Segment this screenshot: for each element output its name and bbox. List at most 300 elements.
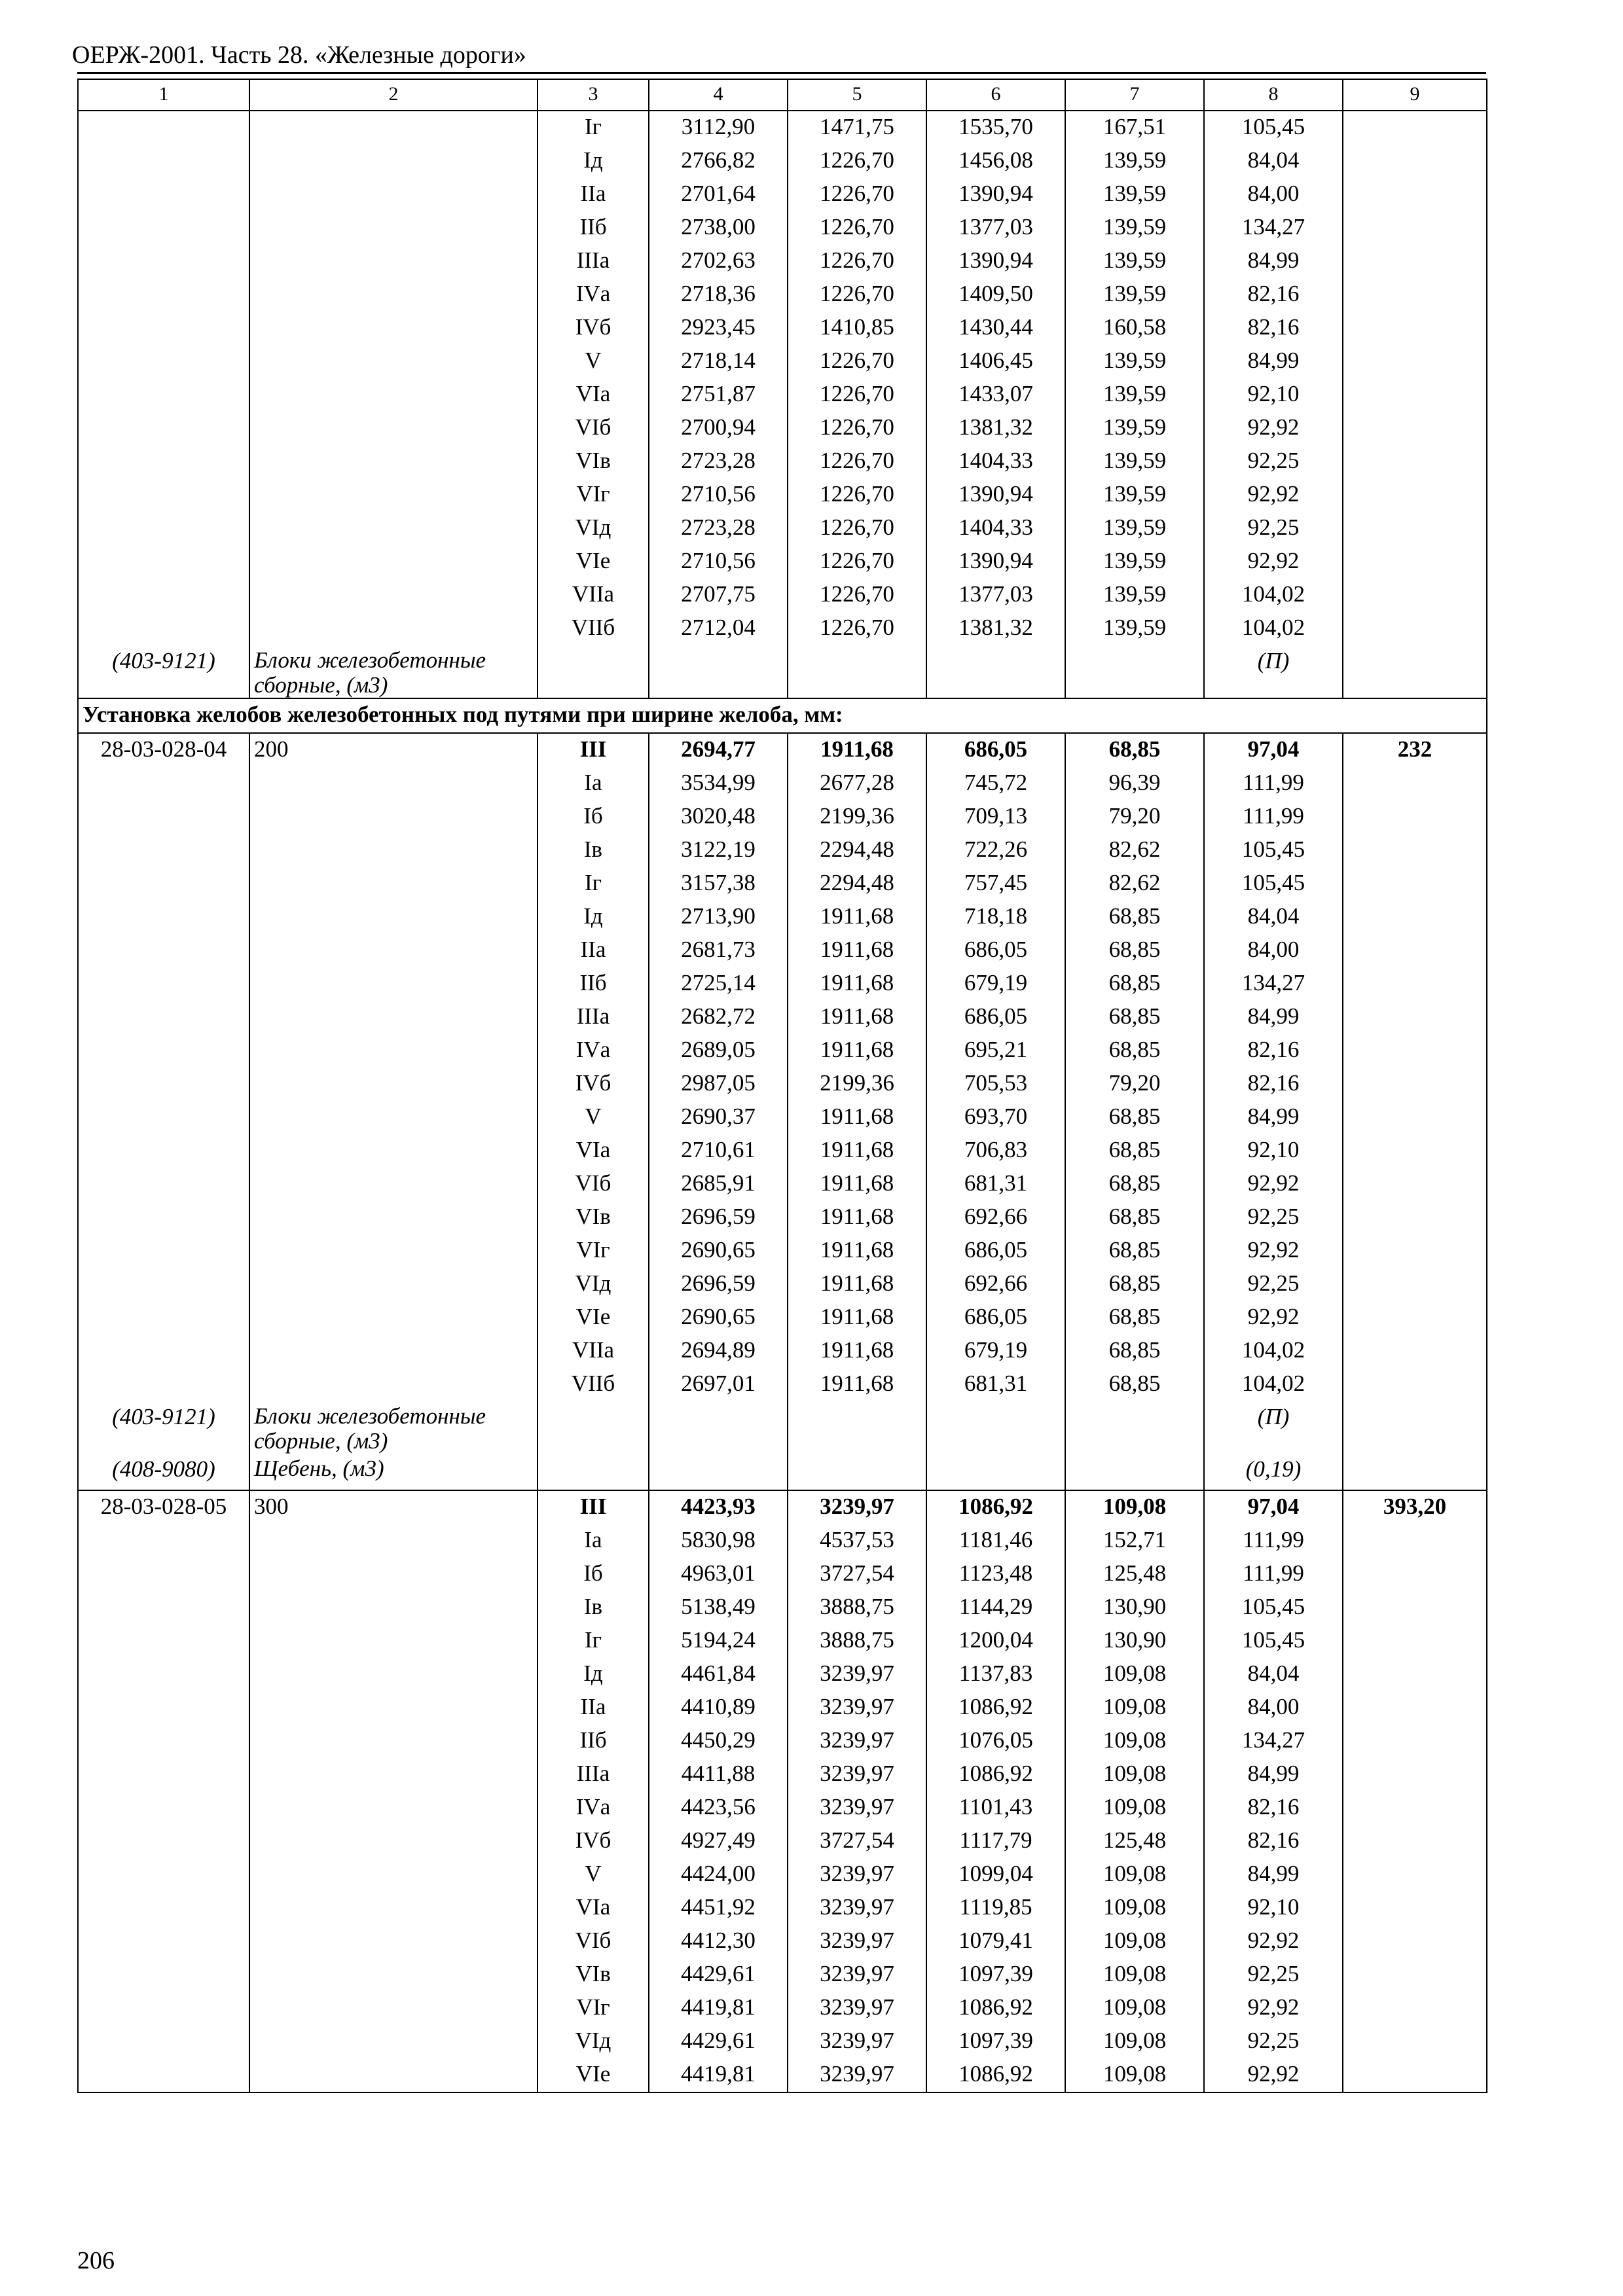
section-heading: Установка желобов железобетонных под путями при ширине желоба, мм: — [78, 698, 1487, 733]
value-cell: 92,25 — [1204, 2025, 1343, 2058]
value-cell: 1226,70 — [788, 579, 926, 612]
value-cell: 68,85 — [1065, 1101, 1204, 1134]
index-cell — [1343, 579, 1487, 612]
table-row — [78, 345, 1487, 378]
index-cell — [1343, 1725, 1487, 1758]
value-cell: 97,04 — [1204, 733, 1343, 767]
column-header: 5 — [788, 79, 926, 111]
value-cell: 2697,01 — [649, 1368, 788, 1401]
resource-row — [78, 1401, 1487, 1454]
value-cell: 82,16 — [1204, 312, 1343, 345]
rate-code-cell — [78, 378, 249, 412]
zone-cell: V — [538, 1101, 649, 1134]
table-row — [78, 1101, 1487, 1134]
value-cell: 1144,29 — [926, 1591, 1065, 1624]
index-cell — [1343, 1268, 1487, 1301]
value-cell: 84,00 — [1204, 934, 1343, 967]
value-cell: 68,85 — [1065, 1034, 1204, 1067]
value-cell: 68,85 — [1065, 1234, 1204, 1268]
value-cell: 109,08 — [1065, 1892, 1204, 1925]
value-cell: 693,70 — [926, 1101, 1065, 1134]
value-cell: 3239,97 — [788, 1490, 926, 1524]
value-cell: 2696,59 — [649, 1268, 788, 1301]
empty-cell — [1065, 645, 1204, 698]
value-cell: 82,16 — [1204, 1791, 1343, 1825]
rate-code-cell — [78, 1825, 249, 1858]
value-cell: 139,59 — [1065, 412, 1204, 445]
index-cell — [1343, 1758, 1487, 1791]
value-cell: 104,02 — [1204, 1368, 1343, 1401]
value-cell: 1911,68 — [788, 934, 926, 967]
page-number: 206 — [77, 2247, 115, 2274]
value-cell: 1471,75 — [788, 111, 926, 145]
table-row — [78, 1858, 1487, 1892]
value-cell: 139,59 — [1065, 378, 1204, 412]
value-cell: 3534,99 — [649, 767, 788, 800]
parameter-cell — [249, 767, 538, 800]
value-cell: 1117,79 — [926, 1825, 1065, 1858]
value-cell: 68,85 — [1065, 733, 1204, 767]
value-cell: 79,20 — [1065, 800, 1204, 834]
rate-code-cell — [78, 612, 249, 645]
empty-cell — [1343, 1454, 1487, 1490]
value-cell: 2766,82 — [649, 145, 788, 178]
table-row — [78, 1791, 1487, 1825]
value-cell: 3122,19 — [649, 834, 788, 867]
value-cell: 92,25 — [1204, 1268, 1343, 1301]
value-cell: 4537,53 — [788, 1524, 926, 1558]
resource-qty-cell: (0,19) — [1204, 1454, 1343, 1490]
value-cell: 681,31 — [926, 1168, 1065, 1201]
parameter-cell — [249, 1825, 538, 1858]
table-row — [78, 1234, 1487, 1268]
rate-code-cell — [78, 2058, 249, 2092]
value-cell: 1377,03 — [926, 579, 1065, 612]
value-cell: 2718,14 — [649, 345, 788, 378]
table-row — [78, 1825, 1487, 1858]
zone-cell: Iг — [538, 1624, 649, 1658]
parameter-cell — [249, 512, 538, 545]
value-cell: 84,99 — [1204, 1001, 1343, 1034]
zone-cell: Iд — [538, 901, 649, 934]
rate-code-cell — [78, 145, 249, 178]
index-cell — [1343, 934, 1487, 967]
section-heading-row — [78, 698, 1487, 733]
value-cell: 109,08 — [1065, 1992, 1204, 2025]
value-cell: 2710,56 — [649, 545, 788, 579]
rate-code-cell — [78, 1658, 249, 1691]
index-cell: 393,20 — [1343, 1490, 1487, 1524]
value-cell: 109,08 — [1065, 1925, 1204, 1958]
value-cell: 3239,97 — [788, 1858, 926, 1892]
value-cell: 1911,68 — [788, 1335, 926, 1368]
rate-code-cell — [78, 2025, 249, 2058]
value-cell: 92,10 — [1204, 1134, 1343, 1168]
rate-code-cell — [78, 478, 249, 512]
value-cell: 2690,65 — [649, 1301, 788, 1335]
value-cell: 139,59 — [1065, 178, 1204, 211]
value-cell: 1390,94 — [926, 178, 1065, 211]
parameter-cell — [249, 2025, 538, 2058]
empty-cell — [1343, 645, 1487, 698]
value-cell: 92,25 — [1204, 512, 1343, 545]
value-cell: 1226,70 — [788, 478, 926, 512]
index-cell — [1343, 1858, 1487, 1892]
index-cell — [1343, 834, 1487, 867]
zone-cell: IIа — [538, 934, 649, 967]
value-cell: 1226,70 — [788, 145, 926, 178]
resource-code-cell: (403-9121) — [78, 645, 249, 698]
value-cell: 82,16 — [1204, 1067, 1343, 1101]
table-row — [78, 800, 1487, 834]
value-cell: 139,59 — [1065, 245, 1204, 278]
index-cell — [1343, 1892, 1487, 1925]
value-cell: 139,59 — [1065, 512, 1204, 545]
parameter-cell — [249, 1925, 538, 1958]
rate-code-cell — [78, 1001, 249, 1034]
zone-cell: Iб — [538, 800, 649, 834]
table-row — [78, 867, 1487, 901]
table-row — [78, 1268, 1487, 1301]
value-cell: 1430,44 — [926, 312, 1065, 345]
value-cell: 111,99 — [1204, 767, 1343, 800]
parameter-cell — [249, 1234, 538, 1268]
parameter-cell — [249, 834, 538, 867]
rate-code-cell — [78, 579, 249, 612]
value-cell: 92,25 — [1204, 1958, 1343, 1992]
rate-code-cell — [78, 1168, 249, 1201]
value-cell: 134,27 — [1204, 1725, 1343, 1758]
value-cell: 1097,39 — [926, 2025, 1065, 2058]
index-cell — [1343, 1658, 1487, 1691]
index-cell: 232 — [1343, 733, 1487, 767]
index-cell — [1343, 1825, 1487, 1858]
value-cell: 152,71 — [1065, 1524, 1204, 1558]
value-cell: 1226,70 — [788, 412, 926, 445]
index-cell — [1343, 1168, 1487, 1201]
value-cell: 2294,48 — [788, 834, 926, 867]
value-cell: 92,92 — [1204, 1925, 1343, 1958]
value-cell: 4412,30 — [649, 1925, 788, 1958]
empty-cell — [538, 645, 649, 698]
value-cell: 1226,70 — [788, 178, 926, 211]
value-cell: 82,16 — [1204, 1825, 1343, 1858]
value-cell: 84,99 — [1204, 1758, 1343, 1791]
value-cell: 686,05 — [926, 1001, 1065, 1034]
resource-code-cell: (408-9080) — [78, 1454, 249, 1490]
value-cell: 1390,94 — [926, 545, 1065, 579]
parameter-cell — [249, 1301, 538, 1335]
table-row — [78, 767, 1487, 800]
table-row — [78, 2025, 1487, 2058]
value-cell: 2710,61 — [649, 1134, 788, 1168]
value-cell: 1097,39 — [926, 1958, 1065, 1992]
table-row — [78, 245, 1487, 278]
table-row — [78, 934, 1487, 967]
value-cell: 1381,32 — [926, 612, 1065, 645]
index-cell — [1343, 512, 1487, 545]
value-cell: 2987,05 — [649, 1067, 788, 1101]
parameter-cell — [249, 1201, 538, 1234]
value-cell: 1911,68 — [788, 1201, 926, 1234]
rate-code-cell — [78, 1691, 249, 1725]
parameter-cell — [249, 312, 538, 345]
zone-cell: IVа — [538, 1791, 649, 1825]
zone-cell: VIа — [538, 378, 649, 412]
table-row — [78, 1490, 1487, 1524]
value-cell: 1911,68 — [788, 967, 926, 1001]
rate-code-cell — [78, 934, 249, 967]
value-cell: 160,58 — [1065, 312, 1204, 345]
value-cell: 2696,59 — [649, 1201, 788, 1234]
value-cell: 84,04 — [1204, 145, 1343, 178]
value-cell: 139,59 — [1065, 145, 1204, 178]
value-cell: 105,45 — [1204, 867, 1343, 901]
parameter-cell — [249, 345, 538, 378]
rate-code-cell — [78, 278, 249, 312]
zone-cell: VIг — [538, 1992, 649, 2025]
value-cell: 2713,90 — [649, 901, 788, 934]
table-row — [78, 478, 1487, 512]
zone-cell: IIб — [538, 211, 649, 245]
parameter-cell — [249, 967, 538, 1001]
value-cell: 134,27 — [1204, 967, 1343, 1001]
index-cell — [1343, 1558, 1487, 1591]
rate-code-cell — [78, 345, 249, 378]
value-cell: 130,90 — [1065, 1624, 1204, 1658]
rate-code-cell — [78, 1624, 249, 1658]
value-cell: 92,10 — [1204, 1892, 1343, 1925]
index-cell — [1343, 1992, 1487, 2025]
table-row — [78, 545, 1487, 579]
zone-cell: VIв — [538, 1958, 649, 1992]
value-cell: 692,66 — [926, 1268, 1065, 1301]
empty-cell — [926, 645, 1065, 698]
table-row — [78, 1624, 1487, 1658]
rate-code-cell — [78, 412, 249, 445]
value-cell: 679,19 — [926, 1335, 1065, 1368]
value-cell: 92,92 — [1204, 1234, 1343, 1268]
table-row — [78, 1591, 1487, 1624]
value-cell: 1181,46 — [926, 1524, 1065, 1558]
empty-cell — [538, 1454, 649, 1490]
empty-cell — [649, 1454, 788, 1490]
resource-name-cell: Блоки железобетонные сборные, (м3) — [249, 645, 538, 698]
value-cell: 104,02 — [1204, 579, 1343, 612]
index-cell — [1343, 1335, 1487, 1368]
value-cell: 139,59 — [1065, 612, 1204, 645]
rate-code-cell — [78, 1134, 249, 1168]
value-cell: 3727,54 — [788, 1825, 926, 1858]
parameter-cell: 300 — [249, 1490, 538, 1524]
value-cell: 109,08 — [1065, 1958, 1204, 1992]
zone-cell: VIв — [538, 445, 649, 478]
zone-cell: V — [538, 345, 649, 378]
parameter-cell — [249, 579, 538, 612]
table-row — [78, 1725, 1487, 1758]
zone-cell: V — [538, 1858, 649, 1892]
value-cell: 4429,61 — [649, 1958, 788, 1992]
value-cell: 2725,14 — [649, 967, 788, 1001]
parameter-cell — [249, 800, 538, 834]
rate-code-cell — [78, 1892, 249, 1925]
table-row — [78, 145, 1487, 178]
table-row — [78, 579, 1487, 612]
zone-cell: VIб — [538, 412, 649, 445]
parameter-cell — [249, 1134, 538, 1168]
value-cell: 1086,92 — [926, 1691, 1065, 1725]
index-cell — [1343, 1034, 1487, 1067]
parameter-cell — [249, 412, 538, 445]
value-cell: 92,92 — [1204, 412, 1343, 445]
value-cell: 1079,41 — [926, 1925, 1065, 1958]
rate-code-cell — [78, 1591, 249, 1624]
value-cell: 1226,70 — [788, 545, 926, 579]
parameter-cell — [249, 545, 538, 579]
table-row — [78, 512, 1487, 545]
value-cell: 84,00 — [1204, 178, 1343, 211]
value-cell: 4927,49 — [649, 1825, 788, 1858]
value-cell: 1226,70 — [788, 378, 926, 412]
rate-code-cell: 28-03-028-04 — [78, 733, 249, 767]
index-cell — [1343, 1301, 1487, 1335]
parameter-cell — [249, 1725, 538, 1758]
value-cell: 97,04 — [1204, 1490, 1343, 1524]
empty-cell — [788, 645, 926, 698]
value-cell: 3239,97 — [788, 1992, 926, 2025]
index-cell — [1343, 1201, 1487, 1234]
parameter-cell — [249, 1101, 538, 1134]
resource-row — [78, 645, 1487, 698]
resource-qty-cell: (П) — [1204, 1401, 1343, 1454]
table-row — [78, 1558, 1487, 1591]
empty-cell — [788, 1401, 926, 1454]
empty-cell — [649, 645, 788, 698]
value-cell: 1123,48 — [926, 1558, 1065, 1591]
parameter-cell — [249, 1067, 538, 1101]
value-cell: 695,21 — [926, 1034, 1065, 1067]
zone-cell: IVа — [538, 278, 649, 312]
value-cell: 3239,97 — [788, 1691, 926, 1725]
rate-code-cell — [78, 1958, 249, 1992]
value-cell: 2677,28 — [788, 767, 926, 800]
value-cell: 1911,68 — [788, 1101, 926, 1134]
table-row — [78, 1168, 1487, 1201]
value-cell: 2690,65 — [649, 1234, 788, 1268]
value-cell: 1086,92 — [926, 1992, 1065, 2025]
value-cell: 3239,97 — [788, 1791, 926, 1825]
value-cell: 2694,77 — [649, 733, 788, 767]
rate-code-cell — [78, 1368, 249, 1401]
parameter-cell — [249, 901, 538, 934]
value-cell: 4411,88 — [649, 1758, 788, 1791]
value-cell: 1086,92 — [926, 1490, 1065, 1524]
value-cell: 3020,48 — [649, 800, 788, 834]
value-cell: 705,53 — [926, 1067, 1065, 1101]
value-cell: 82,62 — [1065, 867, 1204, 901]
value-cell: 139,59 — [1065, 478, 1204, 512]
value-cell: 111,99 — [1204, 800, 1343, 834]
zone-cell: VIIа — [538, 1335, 649, 1368]
zone-cell: III — [538, 1490, 649, 1524]
header-rule — [77, 72, 1486, 74]
value-cell: 111,99 — [1204, 1524, 1343, 1558]
table-row — [78, 733, 1487, 767]
zone-cell: VIб — [538, 1925, 649, 1958]
price-table — [77, 79, 1487, 2093]
rate-code-cell — [78, 1791, 249, 1825]
table-row — [78, 1134, 1487, 1168]
empty-cell — [1065, 1454, 1204, 1490]
parameter-cell — [249, 278, 538, 312]
zone-cell: Iд — [538, 1658, 649, 1691]
value-cell: 2701,64 — [649, 178, 788, 211]
value-cell: 139,59 — [1065, 445, 1204, 478]
value-cell: 1410,85 — [788, 312, 926, 345]
value-cell: 1911,68 — [788, 1301, 926, 1335]
value-cell: 1137,83 — [926, 1658, 1065, 1691]
index-cell — [1343, 378, 1487, 412]
value-cell: 4963,01 — [649, 1558, 788, 1591]
value-cell: 745,72 — [926, 767, 1065, 800]
value-cell: 68,85 — [1065, 1268, 1204, 1301]
parameter-cell — [249, 612, 538, 645]
value-cell: 718,18 — [926, 901, 1065, 934]
table-row — [78, 1958, 1487, 1992]
value-cell: 109,08 — [1065, 1858, 1204, 1892]
table-row — [78, 312, 1487, 345]
value-cell: 1404,33 — [926, 445, 1065, 478]
empty-cell — [538, 1401, 649, 1454]
value-cell: 4423,56 — [649, 1791, 788, 1825]
index-cell — [1343, 967, 1487, 1001]
value-cell: 92,92 — [1204, 478, 1343, 512]
value-cell: 2723,28 — [649, 445, 788, 478]
index-cell — [1343, 1591, 1487, 1624]
zone-cell: VIб — [538, 1168, 649, 1201]
value-cell: 3239,97 — [788, 1892, 926, 1925]
parameter-cell — [249, 2058, 538, 2092]
value-cell: 3239,97 — [788, 2025, 926, 2058]
value-cell: 1226,70 — [788, 278, 926, 312]
value-cell: 2751,87 — [649, 378, 788, 412]
index-cell — [1343, 1101, 1487, 1134]
table-row — [78, 211, 1487, 245]
rate-code-cell — [78, 1234, 249, 1268]
value-cell: 2923,45 — [649, 312, 788, 345]
zone-cell: VIа — [538, 1134, 649, 1168]
index-cell — [1343, 478, 1487, 512]
value-cell: 139,59 — [1065, 211, 1204, 245]
resource-row — [78, 1454, 1487, 1490]
parameter-cell — [249, 1691, 538, 1725]
index-cell — [1343, 345, 1487, 378]
parameter-cell — [249, 1958, 538, 1992]
table-row — [78, 1925, 1487, 1958]
value-cell: 1911,68 — [788, 1268, 926, 1301]
rate-code-cell — [78, 178, 249, 211]
value-cell: 82,16 — [1204, 278, 1343, 312]
zone-cell: VIв — [538, 1201, 649, 1234]
value-cell: 2712,04 — [649, 612, 788, 645]
value-cell: 757,45 — [926, 867, 1065, 901]
empty-cell — [1343, 1401, 1487, 1454]
index-cell — [1343, 2025, 1487, 2058]
column-header: 1 — [78, 79, 249, 111]
table-row — [78, 412, 1487, 445]
parameter-cell — [249, 1335, 538, 1368]
value-cell: 1535,70 — [926, 111, 1065, 145]
